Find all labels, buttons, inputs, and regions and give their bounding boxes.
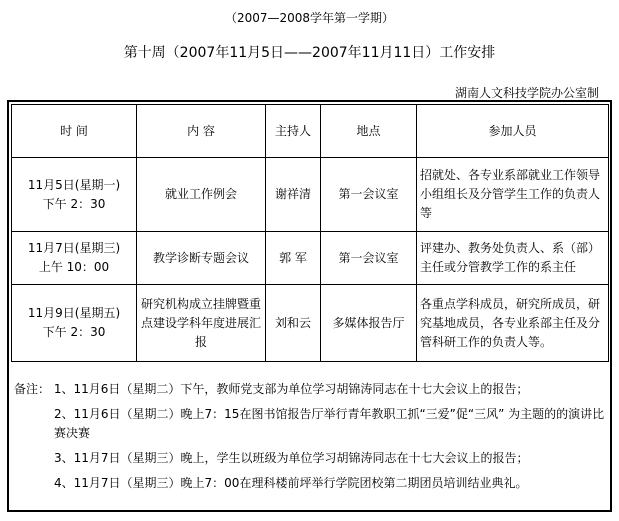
remarks-label: 备注：	[14, 382, 51, 396]
cell-date: 11月5日(星期一)	[27, 177, 121, 192]
table-row	[12, 158, 609, 232]
cell-content: 研究机构成立挂牌暨重点建设学科年度进展汇报	[137, 285, 266, 362]
cell-date: 11月7日(星期三)	[27, 241, 121, 255]
table-row	[12, 232, 609, 285]
column-header-content: 内 容	[137, 105, 266, 158]
remark-item: 4、11月7日（星期三）晚上7：00在理科楼前坪举行学院团校第二期团员培训结业典礼。	[54, 476, 528, 490]
remark-text: 1、11月6日（星期二）下午，教师党支部为单位学习胡锦涛同志在十七大会议上的报告；	[53, 382, 529, 396]
remark-item: 2、11月6日（星期二）晚上7：15在图书馆报告厅举行青年教职工抓“三爱”促“三风” 为主题的的演讲比赛决赛	[54, 407, 605, 440]
table-row	[12, 285, 609, 362]
table-header-row	[12, 105, 609, 158]
column-header-time: 时 间	[12, 105, 137, 158]
cell-attendees: 评建办、教务处负责人、系（部）主任或分管教学工作的系主任	[417, 232, 609, 285]
cell-time: 上午 10：00	[38, 260, 110, 274]
column-header-host: 主持人	[266, 105, 321, 158]
cell-date: 11月9日(星期五)	[27, 306, 121, 320]
cell-time: 下午 2：30	[42, 196, 106, 211]
cell-host: 谢祥清	[266, 158, 321, 232]
page-title: 第十周（2007年11月5日——2007年11月11日）工作安排	[123, 45, 496, 61]
column-header-attendees: 参加人员	[417, 105, 609, 158]
cell-datetime	[12, 285, 137, 362]
remark-item	[14, 380, 606, 399]
cell-content: 教学诊断专题会议	[137, 232, 266, 285]
cell-datetime	[12, 158, 137, 232]
cell-location: 第一会议室	[321, 158, 417, 232]
cell-attendees: 各重点学科成员，研究所成员，研究基地成员，各专业系部主任及分管科研工作的负责人等。	[417, 285, 609, 362]
cell-attendees: 招就处、各专业系部就业工作领导小组组长及分管学生工作的负责人等	[417, 158, 609, 232]
cell-datetime	[12, 232, 137, 285]
column-header-location: 地点	[321, 105, 417, 158]
cell-location: 第一会议室	[321, 232, 417, 285]
cell-time: 下午 2：30	[42, 325, 106, 339]
schedule-table	[11, 104, 609, 362]
office-label: 湖南人文科技学院办公室制	[454, 86, 599, 100]
cell-location: 多媒体报告厅	[321, 285, 417, 362]
semester-label: （2007—2008学年第一学期）	[224, 11, 395, 25]
cell-host: 郭 军	[266, 232, 321, 285]
remark-item: 3、11月7日（星期三）晚上，学生以班级为单位学习胡锦涛同志在十七大会议上的报告；	[54, 451, 529, 465]
remarks-section	[14, 380, 606, 499]
cell-content: 就业工作例会	[137, 158, 266, 232]
cell-host: 刘和云	[266, 285, 321, 362]
